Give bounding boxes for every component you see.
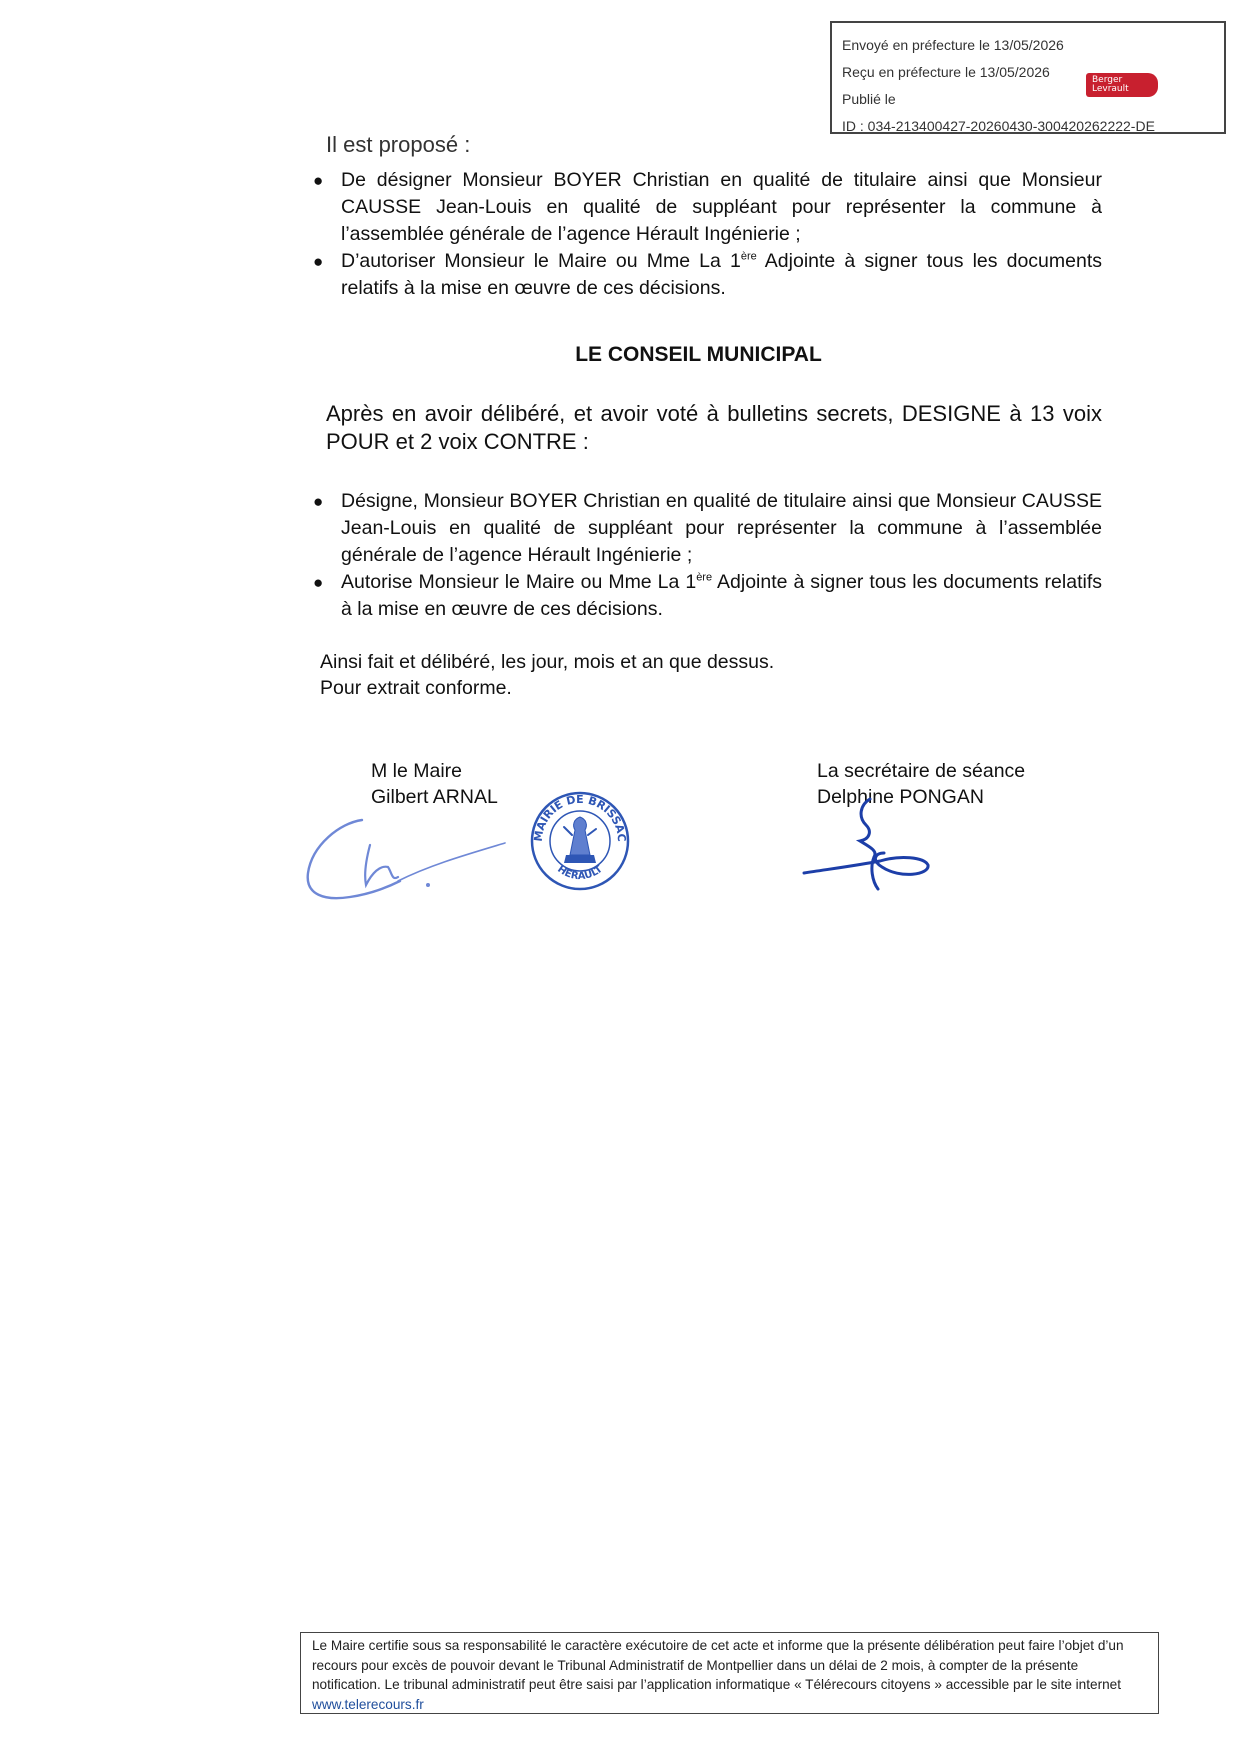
closing-line-1: Ainsi fait et délibéré, les jour, mois et an que dessus. bbox=[320, 651, 775, 673]
secretary-name: Delphine PONGAN bbox=[817, 786, 984, 808]
stamp-id: ID : 034-213400427-20260430-300420262222-DE bbox=[842, 118, 1155, 134]
decision-item-2-a: Autorise Monsieur le Maire ou Mme La 1 bbox=[341, 571, 697, 593]
bullet-icon: ● bbox=[313, 492, 324, 511]
stamp-sent: Envoyé en préfecture le 13/05/2026 bbox=[842, 37, 1064, 53]
decision-list bbox=[310, 488, 1102, 623]
mayor-name: Gilbert ARNAL bbox=[371, 786, 498, 808]
closing-line-2: Pour extrait conforme. bbox=[320, 677, 512, 699]
mairie-seal-icon bbox=[528, 785, 632, 893]
prefecture-stamp bbox=[830, 21, 1226, 134]
legal-notice-text: Le Maire certifie sous sa responsabilité le caractère exécutoire de cet acte et informe que la présente délibération peut faire l’objet d’un recours pour excès de pouvoir devant le Tribunal Administratif de Montpellier dans un délai de 2 mois, à compter de la présente notification. Le tribunal administratif peut être saisi par l’application informatique « Télérecours citoyens » accessible par le site internet bbox=[312, 1638, 1124, 1692]
bullet-icon: ● bbox=[313, 252, 324, 271]
proposal-item-2-b: Adjointe à signer tous les documents relatifs à la mise en œuvre de ces décisions. bbox=[341, 250, 1103, 299]
decision-item-2-sup: ère bbox=[696, 571, 713, 584]
proposal-list bbox=[310, 167, 1102, 302]
list-item bbox=[310, 167, 1102, 248]
legal-notice-box bbox=[300, 1632, 1159, 1714]
council-decision: Après en avoir délibéré, et avoir voté à bulletins secrets, DESIGNE à 13 voix POUR et 2 voix CONTRE : bbox=[326, 401, 1102, 454]
closing-text bbox=[320, 649, 774, 701]
mayor-signature-block bbox=[371, 758, 498, 810]
telerecours-link[interactable]: www.telerecours.fr bbox=[312, 1696, 424, 1712]
proposal-item-2-sup: ère bbox=[740, 250, 757, 263]
decision-item-2-b: Adjointe à signer tous les documents relatifs à la mise en œuvre de ces décisions. bbox=[341, 571, 1102, 620]
stamp-published: Publié le bbox=[842, 91, 896, 107]
bullet-icon: ● bbox=[313, 573, 324, 592]
council-title: LE CONSEIL MUNICIPAL bbox=[575, 343, 822, 366]
mayor-signature-icon bbox=[300, 815, 510, 905]
proposal-item-1: De désigner Monsieur BOYER Christian en qualité de titulaire ainsi que Monsieur CAUSSE Jean-Louis en qualité de suppléant pour représenter la commune à l’assemblée générale de l’agence Hérault Ingénierie ; bbox=[341, 169, 1102, 245]
stamp-received: Reçu en préfecture le 13/05/2026 bbox=[842, 64, 1050, 80]
logo-line1: Berger bbox=[1092, 75, 1123, 85]
berger-levrault-logo bbox=[1086, 73, 1158, 97]
list-item bbox=[310, 248, 1102, 302]
seal-top-text: MAIRIE DE BRISSAC bbox=[531, 792, 629, 843]
decision-item-1: Désigne, Monsieur BOYER Christian en qualité de titulaire ainsi que Monsieur CAUSSE Jean-Louis en qualité de suppléant pour représenter la commune à l’assemblée générale de l’agence Hérault Ingénierie ; bbox=[341, 490, 1102, 566]
logo-line2: Levrault bbox=[1092, 84, 1129, 94]
proposal-item-2-a: D’autoriser Monsieur le Maire ou Mme La 1 bbox=[341, 250, 741, 272]
proposal-intro: Il est proposé : bbox=[326, 132, 471, 157]
seal-bottom-text: HERAULT bbox=[555, 863, 605, 883]
mayor-role: M le Maire bbox=[371, 760, 463, 782]
secretary-role: La secrétaire de séance bbox=[817, 760, 1026, 782]
secretary-signature-icon bbox=[800, 795, 940, 895]
bullet-icon: ● bbox=[313, 171, 324, 190]
list-item bbox=[310, 488, 1102, 569]
list-item bbox=[310, 569, 1102, 623]
